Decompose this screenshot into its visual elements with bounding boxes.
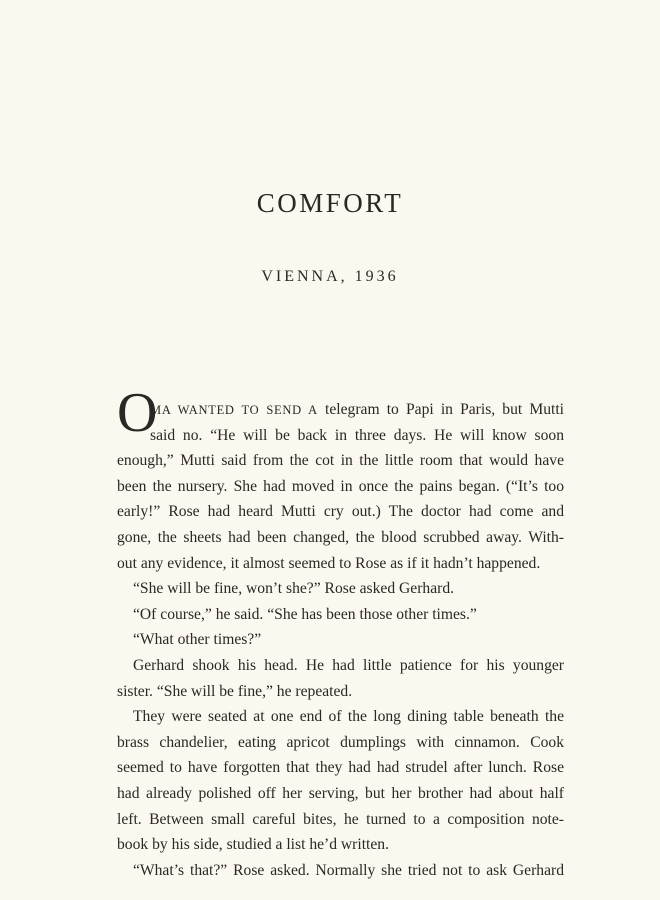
drop-cap: O: [117, 382, 158, 444]
body-line-6: gone, the sheets had been changed, the blood scrubbed away. With-: [117, 528, 564, 546]
body-line-7: out any evidence, it almost seemed to Rose as if it hadn’t happened.: [117, 554, 541, 572]
body-line-14: brass chandelier, eating apricot dumplings with cinnamon. Cook: [117, 733, 564, 751]
body-line-12: sister. “She will be fine,” he repeated.: [117, 682, 353, 700]
body-line-13: They were seated at one end of the long dining table beneath the: [133, 708, 564, 726]
body-text: [117, 382, 565, 883]
body-line-18: book by his side, studied a list he’d written.: [117, 836, 389, 854]
body-line-17: left. Between small careful bites, he turned to a composition note-: [117, 810, 564, 828]
body-line-3: enough,” Mutti said from the cot in the little room that would have: [117, 452, 564, 470]
body-line-15: seemed to have forgotten that they had had strudel after lunch. Rose: [117, 759, 564, 777]
body-line-19: “What’s that?” Rose asked. Normally she tried not to ask Gerhard: [133, 861, 564, 879]
body-line-11: Gerhard shook his head. He had little patience for his younger: [133, 656, 564, 674]
body-line-4: been the nursery. She had moved in once the pains began. (“It’s too: [117, 477, 564, 495]
body-line-9: “Of course,” he said. “She has been those other times.”: [133, 605, 477, 623]
body-line-8: “She will be fine, won’t she?” Rose asked Gerhard.: [133, 580, 455, 598]
chapter-subtitle: VIENNA, 1936: [261, 268, 399, 285]
body-line-10: “What other times?”: [133, 631, 262, 649]
line-text: telegram to Papi in Paris, but Mutti: [325, 401, 565, 418]
chapter-title: COMFORT: [256, 188, 404, 218]
body-line-16: had already polished off her serving, but her brother had about half: [117, 784, 564, 802]
body-line-2: said no. “He will be back in three days. He will know soon: [150, 426, 564, 444]
body-line-5: early!” Rose had heard Mutti cry out.) The doctor had come and: [117, 503, 564, 521]
lead-in-smallcaps: MA WANTED TO SEND A: [150, 403, 318, 417]
